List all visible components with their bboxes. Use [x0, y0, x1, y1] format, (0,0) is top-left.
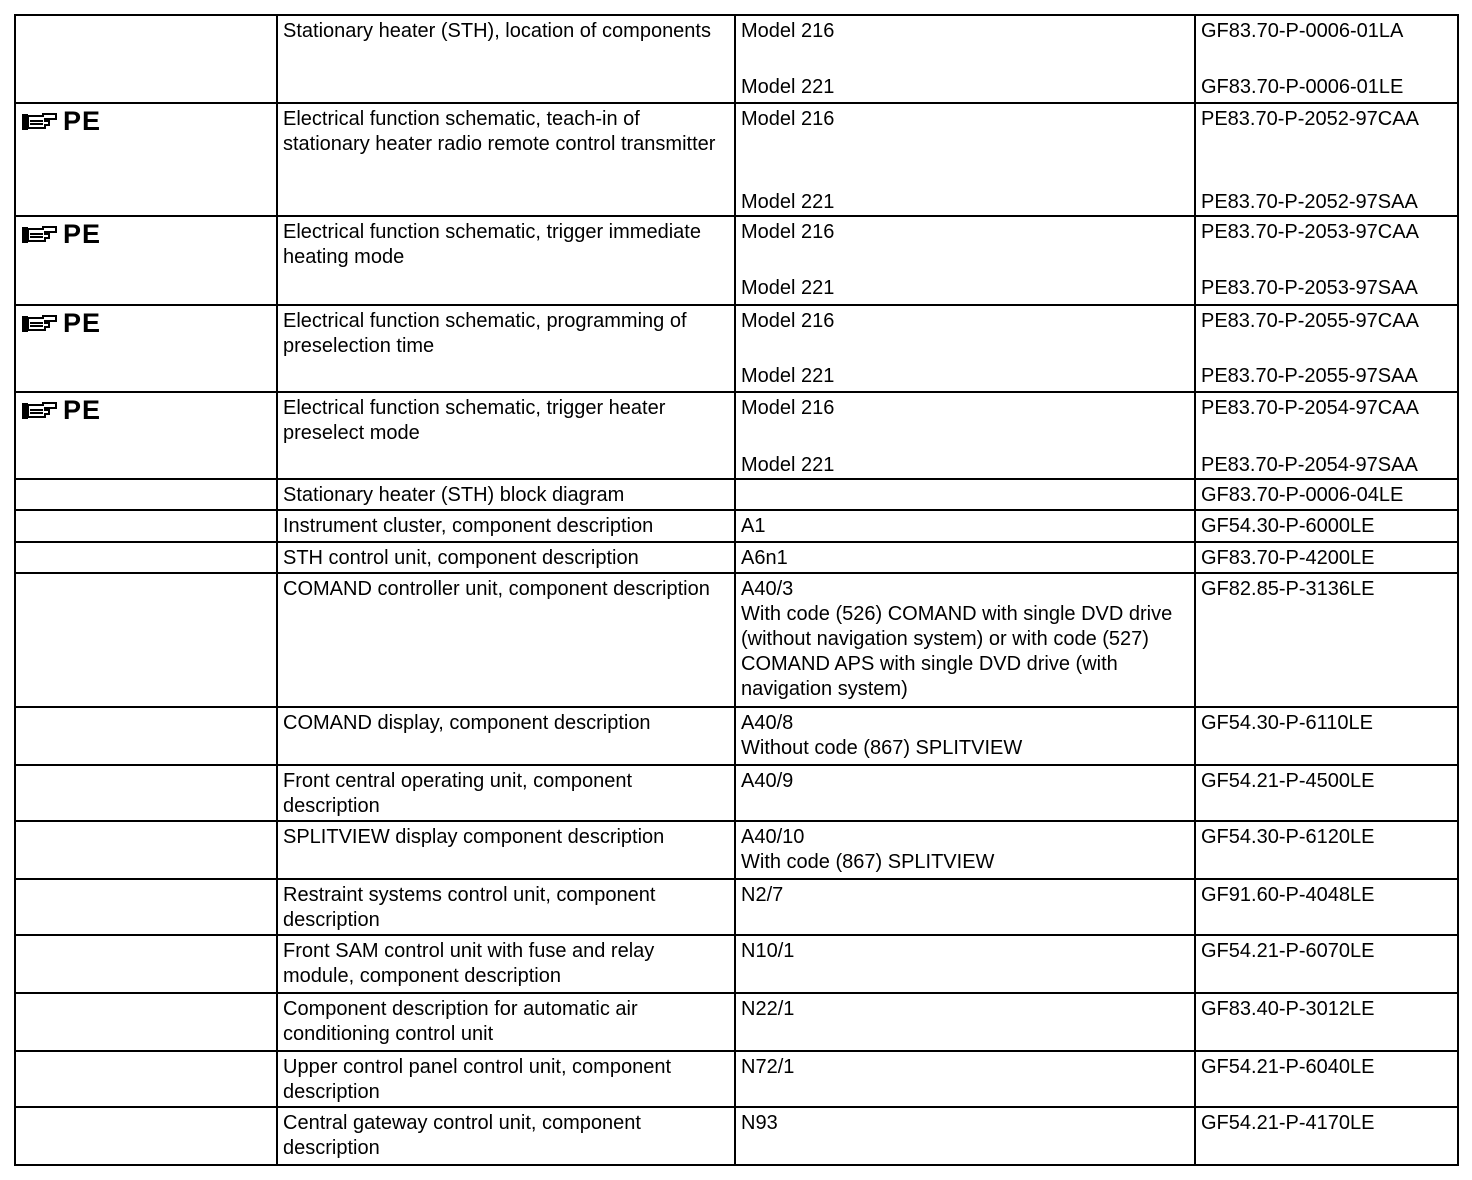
document-number-cell: [1195, 216, 1458, 305]
table-row: [15, 765, 1458, 821]
pointing-hand-icon: [21, 224, 59, 246]
document-number: PE83.70-P-2054-97CAA: [1201, 397, 1419, 419]
document-number-cell: [1195, 542, 1458, 573]
ref-cell: [15, 216, 277, 305]
document-number-cell: [1195, 765, 1458, 821]
pointing-hand-icon: [21, 111, 59, 133]
model-value: Model 221: [741, 365, 835, 387]
model-value: Model 221: [741, 76, 835, 98]
model-value: A40/9: [741, 770, 794, 792]
model-value: N72/1: [741, 1056, 795, 1078]
ref-cell: [15, 542, 277, 573]
table-row: [15, 103, 1458, 216]
model-value: Model 216: [741, 221, 835, 243]
document-number: PE83.70-P-2054-97SAA: [1201, 454, 1418, 476]
model-value: N93: [741, 1112, 778, 1134]
document-number-cell: [1195, 1051, 1458, 1107]
pe-reference-tag: PE: [63, 395, 102, 425]
model-value: Model 221: [741, 454, 835, 476]
ref-cell: [15, 392, 277, 479]
table-row: [15, 15, 1458, 103]
document-number: PE83.70-P-2052-97SAA: [1201, 191, 1418, 213]
model-value: Model 221: [741, 191, 835, 213]
model-value-cell: [735, 216, 1195, 305]
document-number-cell: [1195, 935, 1458, 993]
model-value: N22/1: [741, 998, 795, 1020]
model-value: Model 216: [741, 397, 835, 419]
model-value: A40/8 Without code (867) SPLITVIEW: [741, 712, 1023, 759]
document-number: GF54.21-P-6040LE: [1201, 1056, 1375, 1078]
document-number: GF54.21-P-4170LE: [1201, 1112, 1375, 1134]
table-row: [15, 935, 1458, 993]
document-number: GF54.30-P-6120LE: [1201, 826, 1375, 848]
document-number: GF54.30-P-6000LE: [1201, 515, 1375, 537]
model-value-cell: [735, 935, 1195, 993]
document-number: GF83.70-P-0006-04LE: [1201, 484, 1404, 506]
ref-cell: [15, 821, 277, 879]
ref-cell: [15, 707, 277, 765]
model-value: A1: [741, 515, 766, 537]
table-row: [15, 510, 1458, 542]
document-title: Electrical function schematic, programming of preselection time: [277, 305, 735, 392]
document-number-cell: [1195, 392, 1458, 479]
document-number-cell: [1195, 15, 1458, 103]
model-value: Model 216: [741, 20, 835, 42]
pe-reference-tag: PE: [63, 219, 102, 249]
ref-cell: [15, 1051, 277, 1107]
model-value-cell: [735, 305, 1195, 392]
pe-reference-tag: PE: [63, 308, 102, 338]
document-title: Front SAM control unit with fuse and relay module, component description: [277, 935, 735, 993]
table-row: [15, 573, 1458, 707]
model-value: Model 216: [741, 108, 835, 130]
document-number-cell: [1195, 707, 1458, 765]
document-number: GF83.70-P-0006-01LE: [1201, 76, 1404, 98]
model-value-cell: [735, 879, 1195, 935]
document-number: GF83.70-P-0006-01LA: [1201, 20, 1404, 42]
ref-cell: [15, 15, 277, 103]
document-title: Electrical function schematic, teach-in of stationary heater radio remote control transmitter: [277, 103, 735, 216]
document-number: GF54.30-P-6110LE: [1201, 712, 1373, 734]
model-value-cell: [735, 510, 1195, 542]
document-number-cell: [1195, 993, 1458, 1051]
document-title: Instrument cluster, component description: [277, 510, 735, 542]
table-row: [15, 479, 1458, 510]
ref-cell: [15, 479, 277, 510]
table-row: [15, 879, 1458, 935]
model-value-cell: [735, 103, 1195, 216]
model-value-cell: [735, 765, 1195, 821]
document-number-cell: [1195, 573, 1458, 707]
model-value-cell: [735, 542, 1195, 573]
model-value-cell: [735, 821, 1195, 879]
model-value-cell: [735, 1107, 1195, 1165]
document-number-cell: [1195, 821, 1458, 879]
pe-reference-tag: PE: [63, 106, 102, 136]
model-value-cell: [735, 707, 1195, 765]
document-title: COMAND display, component description: [277, 707, 735, 765]
document-title: Restraint systems control unit, component description: [277, 879, 735, 935]
document-title: Upper control panel control unit, component description: [277, 1051, 735, 1107]
model-value: N2/7: [741, 884, 784, 906]
document-number: GF54.21-P-4500LE: [1201, 770, 1375, 792]
document-number-cell: [1195, 103, 1458, 216]
document-number-cell: [1195, 879, 1458, 935]
model-value: A40/10 With code (867) SPLITVIEW: [741, 826, 995, 873]
ref-cell: [15, 305, 277, 392]
document-reference-table: [14, 14, 1459, 1166]
document-number: GF83.40-P-3012LE: [1201, 998, 1375, 1020]
model-value: Model 216: [741, 310, 835, 332]
ref-cell: [15, 103, 277, 216]
pointing-hand-icon: [21, 313, 59, 335]
model-value: A40/3 With code (526) COMAND with single DVD drive (without navigation system) or with code (527) COMAND APS with single DVD drive (with navigation system): [741, 578, 1173, 700]
model-value: N10/1: [741, 940, 795, 962]
document-title: Stationary heater (STH), location of components: [277, 15, 735, 103]
table-row: [15, 993, 1458, 1051]
ref-cell: [15, 993, 277, 1051]
document-number: PE83.70-P-2053-97CAA: [1201, 221, 1419, 243]
document-title: Central gateway control unit, component description: [277, 1107, 735, 1165]
document-number-cell: [1195, 1107, 1458, 1165]
document-title: STH control unit, component description: [277, 542, 735, 573]
document-number-cell: [1195, 479, 1458, 510]
ref-cell: [15, 935, 277, 993]
document-number: GF54.21-P-6070LE: [1201, 940, 1375, 962]
model-value-cell: [735, 993, 1195, 1051]
document-title: Front central operating unit, component description: [277, 765, 735, 821]
document-title: COMAND controller unit, component description: [277, 573, 735, 707]
table-row: [15, 1051, 1458, 1107]
document-number: PE83.70-P-2055-97SAA: [1201, 365, 1418, 387]
ref-cell: [15, 879, 277, 935]
document-number: PE83.70-P-2052-97CAA: [1201, 108, 1419, 130]
document-title: Stationary heater (STH) block diagram: [277, 479, 735, 510]
document-number-cell: [1195, 510, 1458, 542]
table-row: [15, 542, 1458, 573]
document-title: Electrical function schematic, trigger immediate heating mode: [277, 216, 735, 305]
model-value-cell: [735, 392, 1195, 479]
document-title: SPLITVIEW display component description: [277, 821, 735, 879]
table-row: [15, 216, 1458, 305]
ref-cell: [15, 765, 277, 821]
table-row: [15, 821, 1458, 879]
model-value-cell: [735, 573, 1195, 707]
model-value: A6n1: [741, 547, 788, 569]
model-value-cell: [735, 15, 1195, 103]
model-value-cell: [735, 479, 1195, 510]
document-title: Electrical function schematic, trigger heater preselect mode: [277, 392, 735, 479]
document-number: GF91.60-P-4048LE: [1201, 884, 1375, 906]
ref-cell: [15, 1107, 277, 1165]
table-row: [15, 1107, 1458, 1165]
table-body: [15, 15, 1458, 1165]
document-number: PE83.70-P-2053-97SAA: [1201, 277, 1418, 299]
table-row: [15, 392, 1458, 479]
document-number: PE83.70-P-2055-97CAA: [1201, 310, 1419, 332]
model-value: Model 221: [741, 277, 835, 299]
ref-cell: [15, 510, 277, 542]
ref-cell: [15, 573, 277, 707]
pointing-hand-icon: [21, 400, 59, 422]
table-row: [15, 305, 1458, 392]
document-number: GF82.85-P-3136LE: [1201, 578, 1375, 600]
table-row: [15, 707, 1458, 765]
model-value-cell: [735, 1051, 1195, 1107]
document-title: Component description for automatic air conditioning control unit: [277, 993, 735, 1051]
document-number: GF83.70-P-4200LE: [1201, 547, 1375, 569]
document-number-cell: [1195, 305, 1458, 392]
